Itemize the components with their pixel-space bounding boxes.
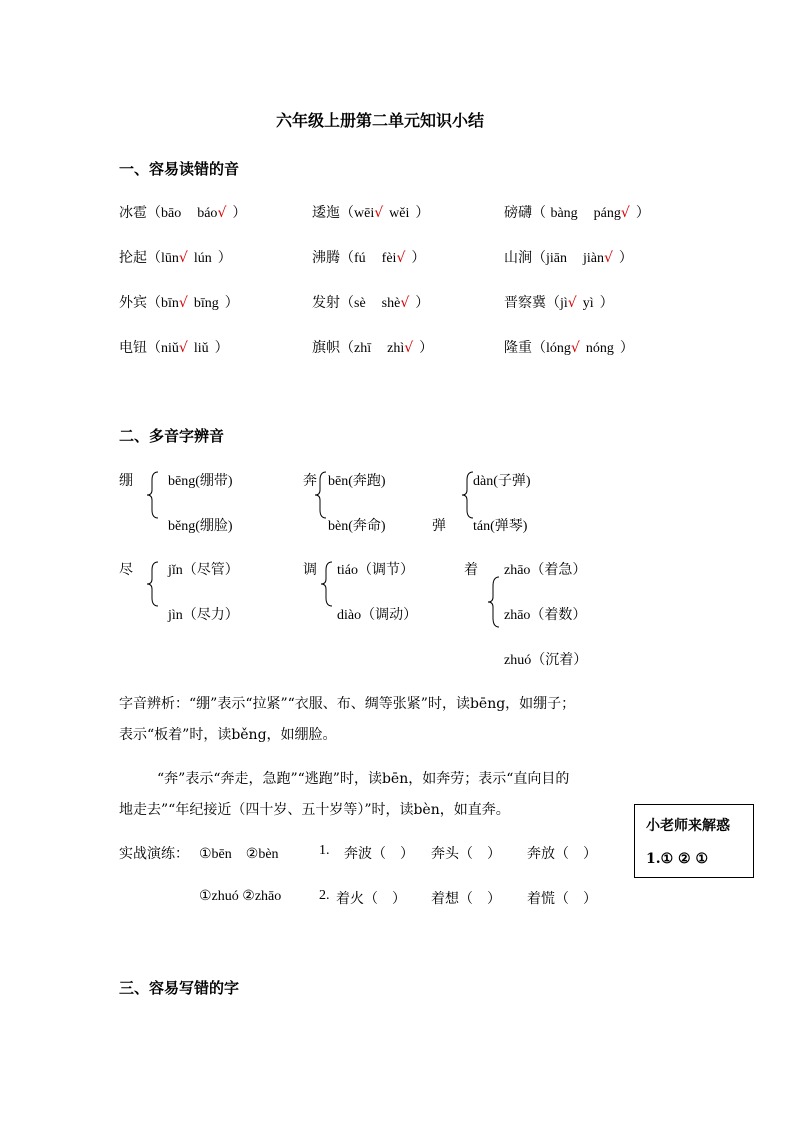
check-mark: √ [217, 205, 227, 221]
practice-q1-blank-2[interactable]: 奔头（ ） [431, 846, 501, 862]
polyphone-reading-jin-1: jǐn（尽管） [168, 563, 239, 578]
brace-zhao [487, 575, 501, 629]
pinyin-option-b: yì [582, 296, 594, 311]
pinyin-option-a: lóng [546, 341, 571, 356]
pronunciation-item [312, 202, 429, 222]
brace-ben [314, 470, 328, 520]
paren-open: （ [147, 295, 161, 311]
practice-q1-number: 1. [319, 843, 330, 858]
pronunciation-item [504, 202, 650, 222]
pinyin-option-a: bāo [161, 206, 182, 221]
pronunciation-word: 沸腾 [312, 250, 340, 266]
practice-q1-blank-1[interactable]: 奔波（ ） [344, 846, 414, 862]
paren-close: ） [217, 250, 232, 266]
polyphone-reading-zhao-2: zhāo（着数） [504, 608, 587, 623]
pronunciation-word: 电钮 [119, 340, 147, 356]
paren-close: ） [619, 340, 634, 356]
pinyin-option-b: zhì [387, 341, 405, 356]
pronunciation-word: 山涧 [504, 250, 532, 266]
paren-close: ） [224, 295, 239, 311]
check-mark: √ [178, 295, 188, 311]
pinyin-option-a: bàng [550, 206, 578, 221]
pinyin-option-a: bīn [161, 296, 179, 311]
pronunciation-word: 外宾 [119, 295, 147, 311]
paren-close: ） [415, 295, 430, 311]
pinyin-option-a: lūn [161, 251, 179, 266]
pronunciation-item [119, 337, 229, 357]
paren-open: （ [532, 205, 551, 221]
polyphone-reading-dan-2: tán(弹琴) [473, 519, 528, 534]
paren-close: ） [599, 295, 614, 311]
pinyin-option-a: jiān [546, 251, 567, 266]
section-heading-1: 一、容易读错的音 [119, 160, 240, 178]
pronunciation-word: 冰雹 [119, 205, 147, 221]
check-mark: √ [400, 295, 410, 311]
pronunciation-word: 逶迤 [312, 205, 340, 221]
pinyin-option-a: sè [354, 296, 366, 311]
polyphone-reading-zhao-1: zhāo（着急） [504, 563, 587, 578]
pinyin-option-b: shè [381, 296, 401, 311]
pronunciation-item [504, 292, 614, 312]
check-mark: √ [178, 340, 188, 356]
pinyin-option-a: jì [560, 296, 568, 311]
pronunciation-word: 隆重 [504, 340, 532, 356]
pronunciation-item [504, 247, 633, 267]
pinyin-option-b: lún [193, 251, 212, 266]
paren-close: ） [214, 340, 229, 356]
paren-close: ） [411, 250, 426, 266]
polyphone-reading-jin-2: jìn（尽力） [168, 608, 239, 623]
polyphone-reading-beng-1: bēng(绷带) [168, 474, 233, 489]
analysis-line-1: 字音辨析：“绷”表示“拉紧”“衣服、布、绸等张紧”时，读bēng，如绷子； [119, 696, 576, 712]
polyphone-reading-tiao-2: diào（调动） [337, 608, 418, 623]
paren-open: （ [147, 250, 161, 266]
page-title: 六年级上册第二单元知识小结 [276, 111, 485, 130]
paren-open: （ [546, 295, 560, 311]
practice-q2-blank-2[interactable]: 着想（ ） [431, 891, 501, 907]
polyphone-char-ben: 奔 [303, 473, 317, 489]
section-heading-2: 二、多音字辨音 [119, 427, 225, 445]
pronunciation-word: 发射 [312, 295, 340, 311]
practice-options-1: ①bēn ②bèn [199, 847, 279, 862]
pinyin-option-b: liǔ [193, 341, 209, 356]
check-mark: √ [374, 205, 384, 221]
brace-beng [146, 470, 160, 520]
practice-q2-blank-3[interactable]: 着慌（ ） [527, 891, 597, 907]
paren-open: （ [147, 340, 161, 356]
polyphone-char-beng: 绷 [119, 473, 133, 489]
polyphone-reading-tiao-1: tiáo（调节） [337, 563, 414, 578]
paren-open: （ [340, 205, 354, 221]
pinyin-option-a: zhī [354, 341, 372, 356]
pronunciation-item [504, 337, 634, 357]
pronunciation-word: 晋察冀 [504, 295, 546, 311]
paren-open: （ [532, 250, 546, 266]
check-mark: √ [178, 250, 188, 266]
paren-open: （ [340, 250, 354, 266]
paren-open: （ [340, 295, 354, 311]
paren-close: ） [419, 340, 434, 356]
pronunciation-word: 磅礴 [504, 205, 532, 221]
paren-open: （ [340, 340, 354, 356]
polyphone-reading-ben-1: bēn(奔跑) [328, 474, 386, 489]
paren-close: ） [635, 205, 650, 221]
answer-box-answer: 1.① ② ① [646, 851, 709, 867]
pronunciation-word: 旗帜 [312, 340, 340, 356]
paren-open: （ [532, 340, 546, 356]
answer-box [634, 804, 754, 878]
check-mark: √ [404, 340, 414, 356]
pinyin-option-b: bīng [193, 296, 219, 311]
check-mark: √ [570, 340, 580, 356]
analysis-line-2: 表示“板着”时，读běng，如绷脸。 [119, 727, 337, 743]
pinyin-option-a: niǔ [161, 341, 179, 356]
section-heading-3: 三、容易写错的字 [119, 979, 240, 997]
analysis-line-3: “奔”表示“奔走，急跑”“逃跑”时，读bēn，如奔劳；表示“直向目的 [157, 771, 570, 787]
pinyin-option-a: wēi [354, 206, 375, 221]
practice-q2-number: 2. [319, 888, 330, 903]
paren-open: （ [147, 205, 161, 221]
check-mark: √ [396, 250, 406, 266]
pronunciation-item [119, 292, 239, 312]
pinyin-option-b: nóng [585, 341, 614, 356]
analysis-line-4: 地走去”“年纪接近（四十岁、五十岁等）”时，读bèn，如直奔。 [119, 802, 510, 818]
paren-close: ） [232, 205, 247, 221]
pronunciation-item [119, 247, 232, 267]
pinyin-option-b: báo [197, 206, 218, 221]
pronunciation-item [312, 247, 425, 267]
practice-label: 实战演练： [119, 846, 189, 862]
check-mark: √ [620, 205, 630, 221]
pinyin-option-a: fú [354, 251, 366, 266]
answer-box-title: 小老师来解惑 [646, 818, 730, 834]
brace-jin [146, 560, 160, 608]
polyphone-char-jin: 尽 [119, 562, 133, 578]
paren-close: ） [618, 250, 633, 266]
practice-q2-blank-1[interactable]: 着火（ ） [336, 891, 406, 907]
pinyin-option-b: wěi [389, 206, 410, 221]
polyphone-reading-zhao-3: zhuó（沉着） [504, 653, 588, 668]
polyphone-char-tiao: 调 [303, 562, 317, 578]
pinyin-option-b: fèi [381, 251, 397, 266]
polyphone-reading-ben-2: bèn(奔命) [328, 519, 386, 534]
pronunciation-item [119, 202, 246, 222]
polyphone-char-dan: 弹 [432, 518, 446, 534]
brace-tiao [320, 560, 334, 608]
pronunciation-word: 抡起 [119, 250, 147, 266]
check-mark: √ [604, 250, 613, 266]
practice-options-2: ①zhuó ②zhāo [199, 889, 282, 904]
pinyin-option-b: páng [593, 206, 621, 221]
pinyin-option-b: jiàn [583, 251, 604, 266]
pronunciation-item [312, 292, 429, 312]
check-mark: √ [567, 295, 577, 311]
paren-close: ） [415, 205, 430, 221]
polyphone-reading-beng-2: běng(绷脸) [168, 519, 233, 534]
practice-q1-blank-3[interactable]: 奔放（ ） [527, 846, 597, 862]
polyphone-reading-dan-1: dàn(子弹) [473, 474, 531, 489]
pronunciation-item [312, 337, 433, 357]
polyphone-char-zhao: 着 [464, 562, 478, 578]
